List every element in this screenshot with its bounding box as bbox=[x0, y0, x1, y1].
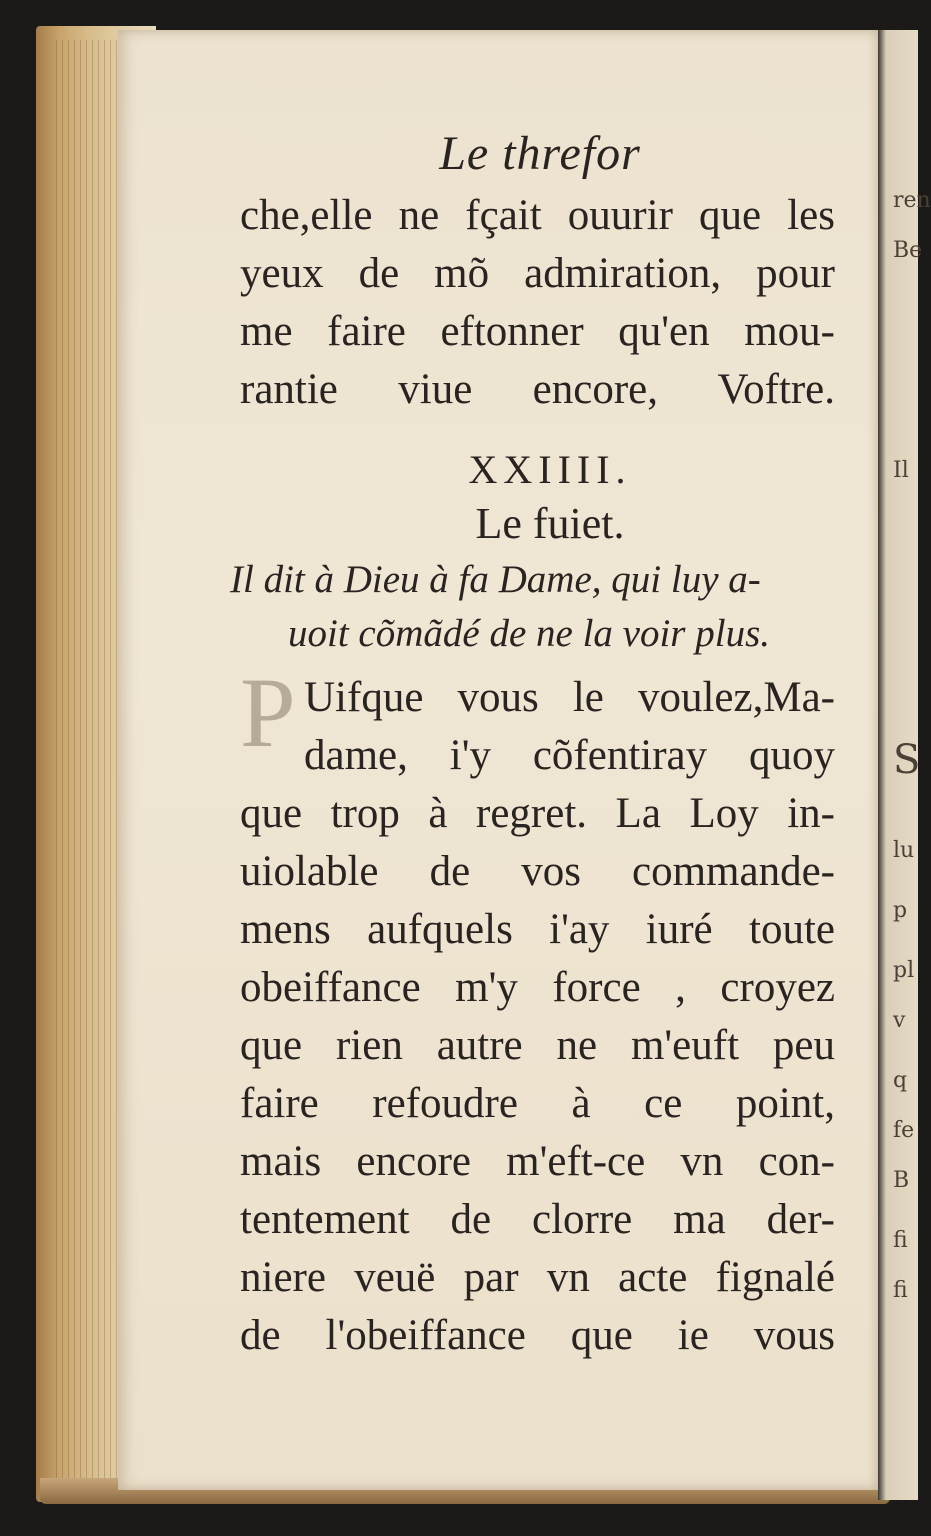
facing-fragment: fi bbox=[893, 1278, 908, 1303]
letter-number: XXIIII. bbox=[468, 447, 632, 492]
letter-summary-line: Il dit à Dieu à fa Dame, qui luy a- bbox=[230, 558, 761, 601]
facing-fragment: pl bbox=[893, 958, 915, 983]
body-line: tentement de clorre ma der- bbox=[240, 1196, 835, 1243]
text-line: che,elle ne fçait ouurir que les bbox=[240, 192, 835, 239]
body-line: que rien autre ne m'euft peu bbox=[240, 1022, 835, 1069]
letter-title: Le fuiet. bbox=[475, 499, 625, 548]
text-line: me faire eftonner qu'en mou- bbox=[240, 308, 835, 355]
facing-fragment: S bbox=[893, 737, 921, 783]
body-line: dame, i'y cõfentiray quoy bbox=[304, 732, 835, 779]
facing-fragment: p bbox=[893, 898, 908, 923]
facing-fragment: Be bbox=[893, 238, 923, 263]
running-head: Le threfor bbox=[439, 127, 641, 180]
text-line: yeux de mõ admiration, pour bbox=[240, 250, 835, 297]
facing-fragment: B bbox=[893, 1168, 910, 1193]
page-edges bbox=[56, 40, 126, 1490]
body-line: mais encore m'eft-ce vn con- bbox=[240, 1138, 835, 1185]
facing-fragment: q bbox=[893, 1068, 908, 1093]
facing-fragment: Il bbox=[893, 458, 909, 483]
facing-fragment: v bbox=[893, 1008, 906, 1033]
body-line: niere veuë par vn acte fignalé bbox=[240, 1254, 835, 1301]
body-line: uiolable de vos commande- bbox=[240, 848, 835, 895]
body-line: obeiffance m'y force , croyez bbox=[240, 964, 835, 1011]
facing-fragment: lu bbox=[893, 838, 915, 863]
body-line: mens aufquels i'ay iuré toute bbox=[240, 906, 835, 953]
body-line: faire refoudre à ce point, bbox=[240, 1080, 835, 1127]
body-line: de l'obeiffance que ie vous bbox=[240, 1312, 835, 1359]
facing-fragment: ren bbox=[893, 188, 931, 213]
body-line: Uifque vous le voulez,Ma- bbox=[304, 674, 835, 721]
letter-summary-line: uoit cõmãdé de ne la voir plus. bbox=[288, 612, 770, 655]
text-line: rantie viue encore, Voftre. bbox=[240, 366, 835, 413]
facing-fragment: fe bbox=[893, 1118, 915, 1143]
drop-cap: P bbox=[240, 657, 296, 768]
body-line: que trop à regret. La Loy in- bbox=[240, 790, 835, 837]
facing-fragment: fi bbox=[893, 1228, 908, 1253]
